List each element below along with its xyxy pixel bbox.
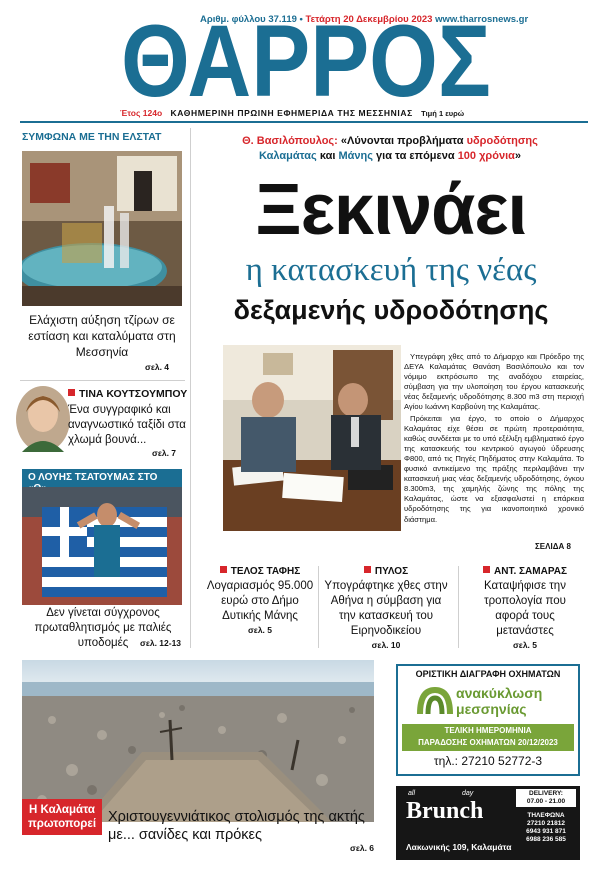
brief-3-text: Καταψήφισε την τροπολογία που αφορά τους μετανάστες <box>484 580 566 637</box>
delivery-box <box>516 789 576 807</box>
kicker-end: » <box>514 150 522 162</box>
recycling-ad-title: ΟΡΙΣΤΙΚΗ ΔΙΑΓΡΑΦΗ ΟΧΗΜΑΤΩΝ <box>415 669 561 679</box>
deadline-line-2: ΠΑΡΑΔΟΣΗΣ ΟΧΗΜΑΤΩΝ 20/12/2023 <box>418 738 558 747</box>
brief-3-head <box>466 566 584 577</box>
phones-label: ΤΗΛΕΦΩΝΑ <box>527 812 565 819</box>
tsatoumas-section-head: Ο ΛΟΥΗΣ ΤΣΑΤΟΥΜΑΣ ΣΤΟ <box>22 469 182 497</box>
website-link[interactable]: www.tharrosnews.gr <box>435 14 529 25</box>
recycling-phone[interactable]: τηλ.: 27210 52772-3 <box>433 754 543 768</box>
kicker-blue1: Καλαμάτας <box>258 150 317 162</box>
elstat-page: σελ. 4 <box>145 362 170 372</box>
delivery-hours: 07.00 - 21.00 <box>526 798 566 805</box>
elstat-caption: Ελάχιστη αύξηση τζίρων σε εστίαση και καταλύματα στη Μεσσηνία <box>28 313 176 359</box>
kicker-red2: 100 χρόνια <box>457 150 515 162</box>
tagline-row <box>120 108 590 118</box>
tsatoumas-page: σελ. 12-13 <box>140 638 182 648</box>
issue-bullet: • <box>299 14 303 25</box>
brunch-logo: Brunch <box>406 798 484 824</box>
signing-photo[interactable] <box>223 345 401 531</box>
lead-body-p2: Πρόκειται για έργο, το οποίο ο Δήμαρχος Καλαμάτας είχε θέσει σε πρώτη προτεραιότητα, καθώς συνδέεται με το υπό εξέλιξη εμβληματικό έργο της κατασκευής του κεντρικού αγωγού ύδρευσης Φ800, από τις Πηγές Πηδήματος στην Καλαμάτα. Το φυσικό αντικείμενο της πράξης περιλαμβάνει την κατασκευή μιας νέας δεξαμενής υδροδότησης, όγκου 8.300m3, της χαμηλής ζώνης της πόλης της Καλαμάτας, ώστε να εξασφαλιστεί η επάρκεια υδροδότησης της για ικανοποιητικό χρονικό διάστημα. <box>404 413 584 524</box>
deadline-line-1: ΤΕΛΙΚΗ ΗΜΕΡΟΜΗΝΙΑ <box>444 726 532 735</box>
lead-subheadline-1: η κατασκευή της νέας <box>245 252 537 288</box>
recycle-logo-icon <box>416 684 454 718</box>
brief-2-head <box>322 566 450 577</box>
brunch-address: Λακωνικής 109, Καλαμάτα <box>406 842 512 852</box>
kicker-red1: υδροδότησης <box>466 135 538 147</box>
brand-line-2: μεσσηνίας <box>456 701 527 717</box>
brunch-ad[interactable] <box>396 786 580 860</box>
beach-photo[interactable] <box>22 660 374 822</box>
lead-headline[interactable]: Ξεκινάει <box>255 170 527 250</box>
badge-line-2: πρωτοπορεί <box>27 818 97 830</box>
brief-1[interactable] <box>205 566 315 635</box>
brief-2[interactable] <box>322 566 450 650</box>
brunch-phone-3[interactable]: 6988 236 585 <box>526 836 566 843</box>
red-square-icon <box>364 566 371 573</box>
bottom-page: σελ. 6 <box>350 843 375 853</box>
brief-1-page: σελ. 5 <box>247 625 273 635</box>
brand-line-1: ανακύκλωση <box>456 685 543 701</box>
bottom-headline[interactable]: Χριστουγεννιάτικος στολισμός της ακτής με... σανίδες και πρόκες <box>108 809 365 843</box>
column-divider <box>190 128 191 648</box>
athlete-photo[interactable] <box>22 487 182 605</box>
brunch-small-2: day <box>462 790 474 797</box>
brief-2-head-label: ΠΥΛΟΣ <box>374 566 409 577</box>
koutsoumpou-page: σελ. 7 <box>152 448 177 458</box>
kicker-text2: για τα επόμενα <box>376 150 455 162</box>
kalamata-badge <box>22 799 102 835</box>
kicker-name: Θ. Βασιλόπουλος: <box>242 135 338 147</box>
issue-number: Αριθμ. φύλλου 37.119 <box>200 14 297 25</box>
tagline: ΚΑΘΗΜΕΡΙΝΗ ΠΡΩΙΝΗ ΕΦΗΜΕΡΙΔΑ ΤΗΣ ΜΕΣΣΗΝΙΑΣ <box>170 108 413 118</box>
koutsoumpou-text: Ένα συγγραφικό και αναγνωστικό ταξίδι στα χλωμά βουνά... <box>68 404 186 446</box>
lead-subheadline-2: δεξαμενής υδροδότησης <box>233 295 549 325</box>
delivery-label: DELIVERY: <box>529 790 563 797</box>
brunch-phone-1[interactable]: 27210 21812 <box>527 820 565 827</box>
recycling-brand <box>416 684 562 720</box>
brunch-small-1: all <box>408 790 416 797</box>
brief-3-page: σελ. 5 <box>512 640 538 650</box>
brief-divider-1 <box>318 566 319 648</box>
tsatoumas-caption: Δεν γίνεται σύγχρονος πρωταθλητισμός με παλιές υποδομές <box>34 607 172 649</box>
brief-divider-2 <box>458 566 459 648</box>
price-label: Τιμή 1 ευρώ <box>421 109 465 118</box>
red-square-icon <box>483 566 490 573</box>
deadline-banner <box>402 724 574 751</box>
issue-date: Τετάρτη 20 Δεκεμβρίου 2023 <box>305 14 433 25</box>
brunch-phone-2[interactable]: 6943 931 871 <box>526 828 566 835</box>
masthead-rule <box>20 121 588 123</box>
logo-text: ΘΑΡΡΟΣ <box>121 10 491 106</box>
cafe-photo[interactable] <box>22 151 182 306</box>
badge-line-1: Η Καλαμάτα <box>29 804 95 816</box>
brief-2-text: Υπογράφτηκε χθες στην Αθήνα η σύμβαση για την κατασκευή του Ειρηνοδικείου <box>324 580 448 637</box>
red-square-icon <box>220 566 227 573</box>
lead-body-p1: Υπεγράφη χθες από το Δήμαρχο και Πρόεδρο της ΔΕΥΑ Καλαμάτας Θανάση Βασιλόπουλο και τον νόμιμο εκπρόσωπο της αναδόχου εταιρείας, σύμβαση για την υλοποίηση του έργου κατασκευής νέας δεξαμενής υδροδότησης 8.300 m3 στη περιοχή Αγίου Ιωάννη Καρβούνη της Καλαμάτας. <box>404 352 584 412</box>
brief-1-head-label: ΤΕΛΟΣ ΤΑΦΗΣ <box>230 566 301 577</box>
recycling-ad[interactable] <box>396 664 580 776</box>
masthead-logo <box>116 10 496 106</box>
lead-page: ΣΕΛΙΔΑ 8 <box>535 542 571 551</box>
year-label: Έτος 124ο <box>120 108 163 118</box>
lead-kicker <box>190 134 590 164</box>
brief-3-head-label: ΑΝΤ. ΣΑΜΑΡΑΣ <box>494 566 567 577</box>
koutsoumpou-head-label: ΤΙΝΑ ΚΟΥΤΣΟΥΜΠΟΥ <box>79 388 188 400</box>
red-square-icon <box>68 389 75 396</box>
kicker-text1: «Λύνονται προβλήματα <box>340 135 464 147</box>
brief-1-head <box>205 566 315 577</box>
elstat-section-head: ΣΥΜΦΩΝΑ ΜΕ ΤΗΝ ΕΛΣΤΑΤ <box>22 131 162 143</box>
kicker-and: και <box>319 150 336 162</box>
brunch-phones <box>516 812 576 844</box>
brief-3[interactable] <box>466 566 584 650</box>
koutsoumpou-head <box>68 388 187 400</box>
brief-1-text: Λογαριασμός 95.000 ευρώ στο Δήμο Δυτικής Μάνης <box>206 580 314 622</box>
brief-2-page: σελ. 10 <box>371 640 401 650</box>
lead-body <box>404 352 584 526</box>
kicker-blue2: Μάνης <box>338 150 373 162</box>
left-divider-1 <box>20 380 185 381</box>
koutsoumpou-avatar <box>16 386 70 452</box>
